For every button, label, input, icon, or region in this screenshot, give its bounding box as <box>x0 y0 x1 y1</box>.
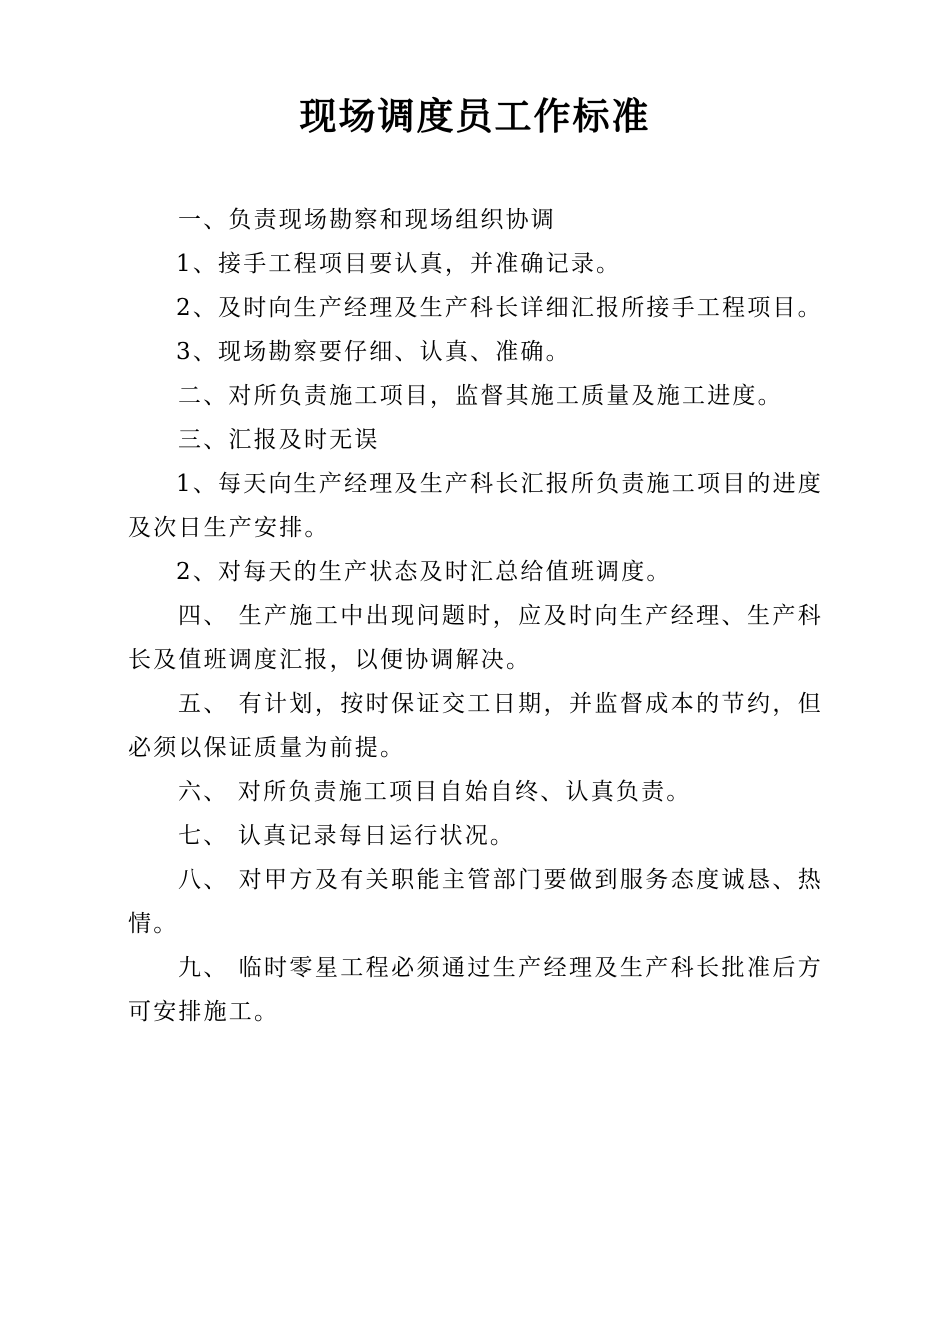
section-heading-1: 一、负责现场勘察和现场组织协调 <box>178 207 556 233</box>
section-heading-3: 三、汇报及时无误 <box>178 427 380 453</box>
section-heading-7: 七、 认真记录每日运行状况。 <box>178 823 516 849</box>
section-heading-2: 二、对所负责施工项目，监督其施工质量及施工进度。 <box>178 383 783 409</box>
document-body <box>128 198 823 1034</box>
section-heading-4: 四、 生产施工中出现问题时，应及时向生产经理、生产科长及值班调度汇报，以便协调解决。 <box>128 603 823 673</box>
section-1-item-3: 3、现场勘察要仔细、认真、准确。 <box>176 339 571 365</box>
section-3-item-1: 1、每天向生产经理及生产科长汇报所负责施工项目的进度及次日生产安排。 <box>128 471 823 541</box>
document-title: 现场调度员工作标准 <box>299 95 651 138</box>
section-heading-8: 八、 对甲方及有关职能主管部门要做到服务态度诚恳、热情。 <box>128 867 823 937</box>
section-heading-6: 六、 对所负责施工项目自始自终、认真负责。 <box>178 779 692 805</box>
section-3-item-2: 2、对每天的生产状态及时汇总给值班调度。 <box>176 559 672 585</box>
section-heading-5: 五、 有计划，按时保证交工日期，并监督成本的节约，但必须以保证质量为前提。 <box>128 691 823 761</box>
section-1-item-2: 2、及时向生产经理及生产科长详细汇报所接手工程项目。 <box>176 295 823 321</box>
section-heading-9: 九、 临时零星工程必须通过生产经理及生产科长批准后方可安排施工。 <box>128 955 823 1025</box>
section-1-item-1: 1、接手工程项目要认真，并准确记录。 <box>176 251 622 277</box>
